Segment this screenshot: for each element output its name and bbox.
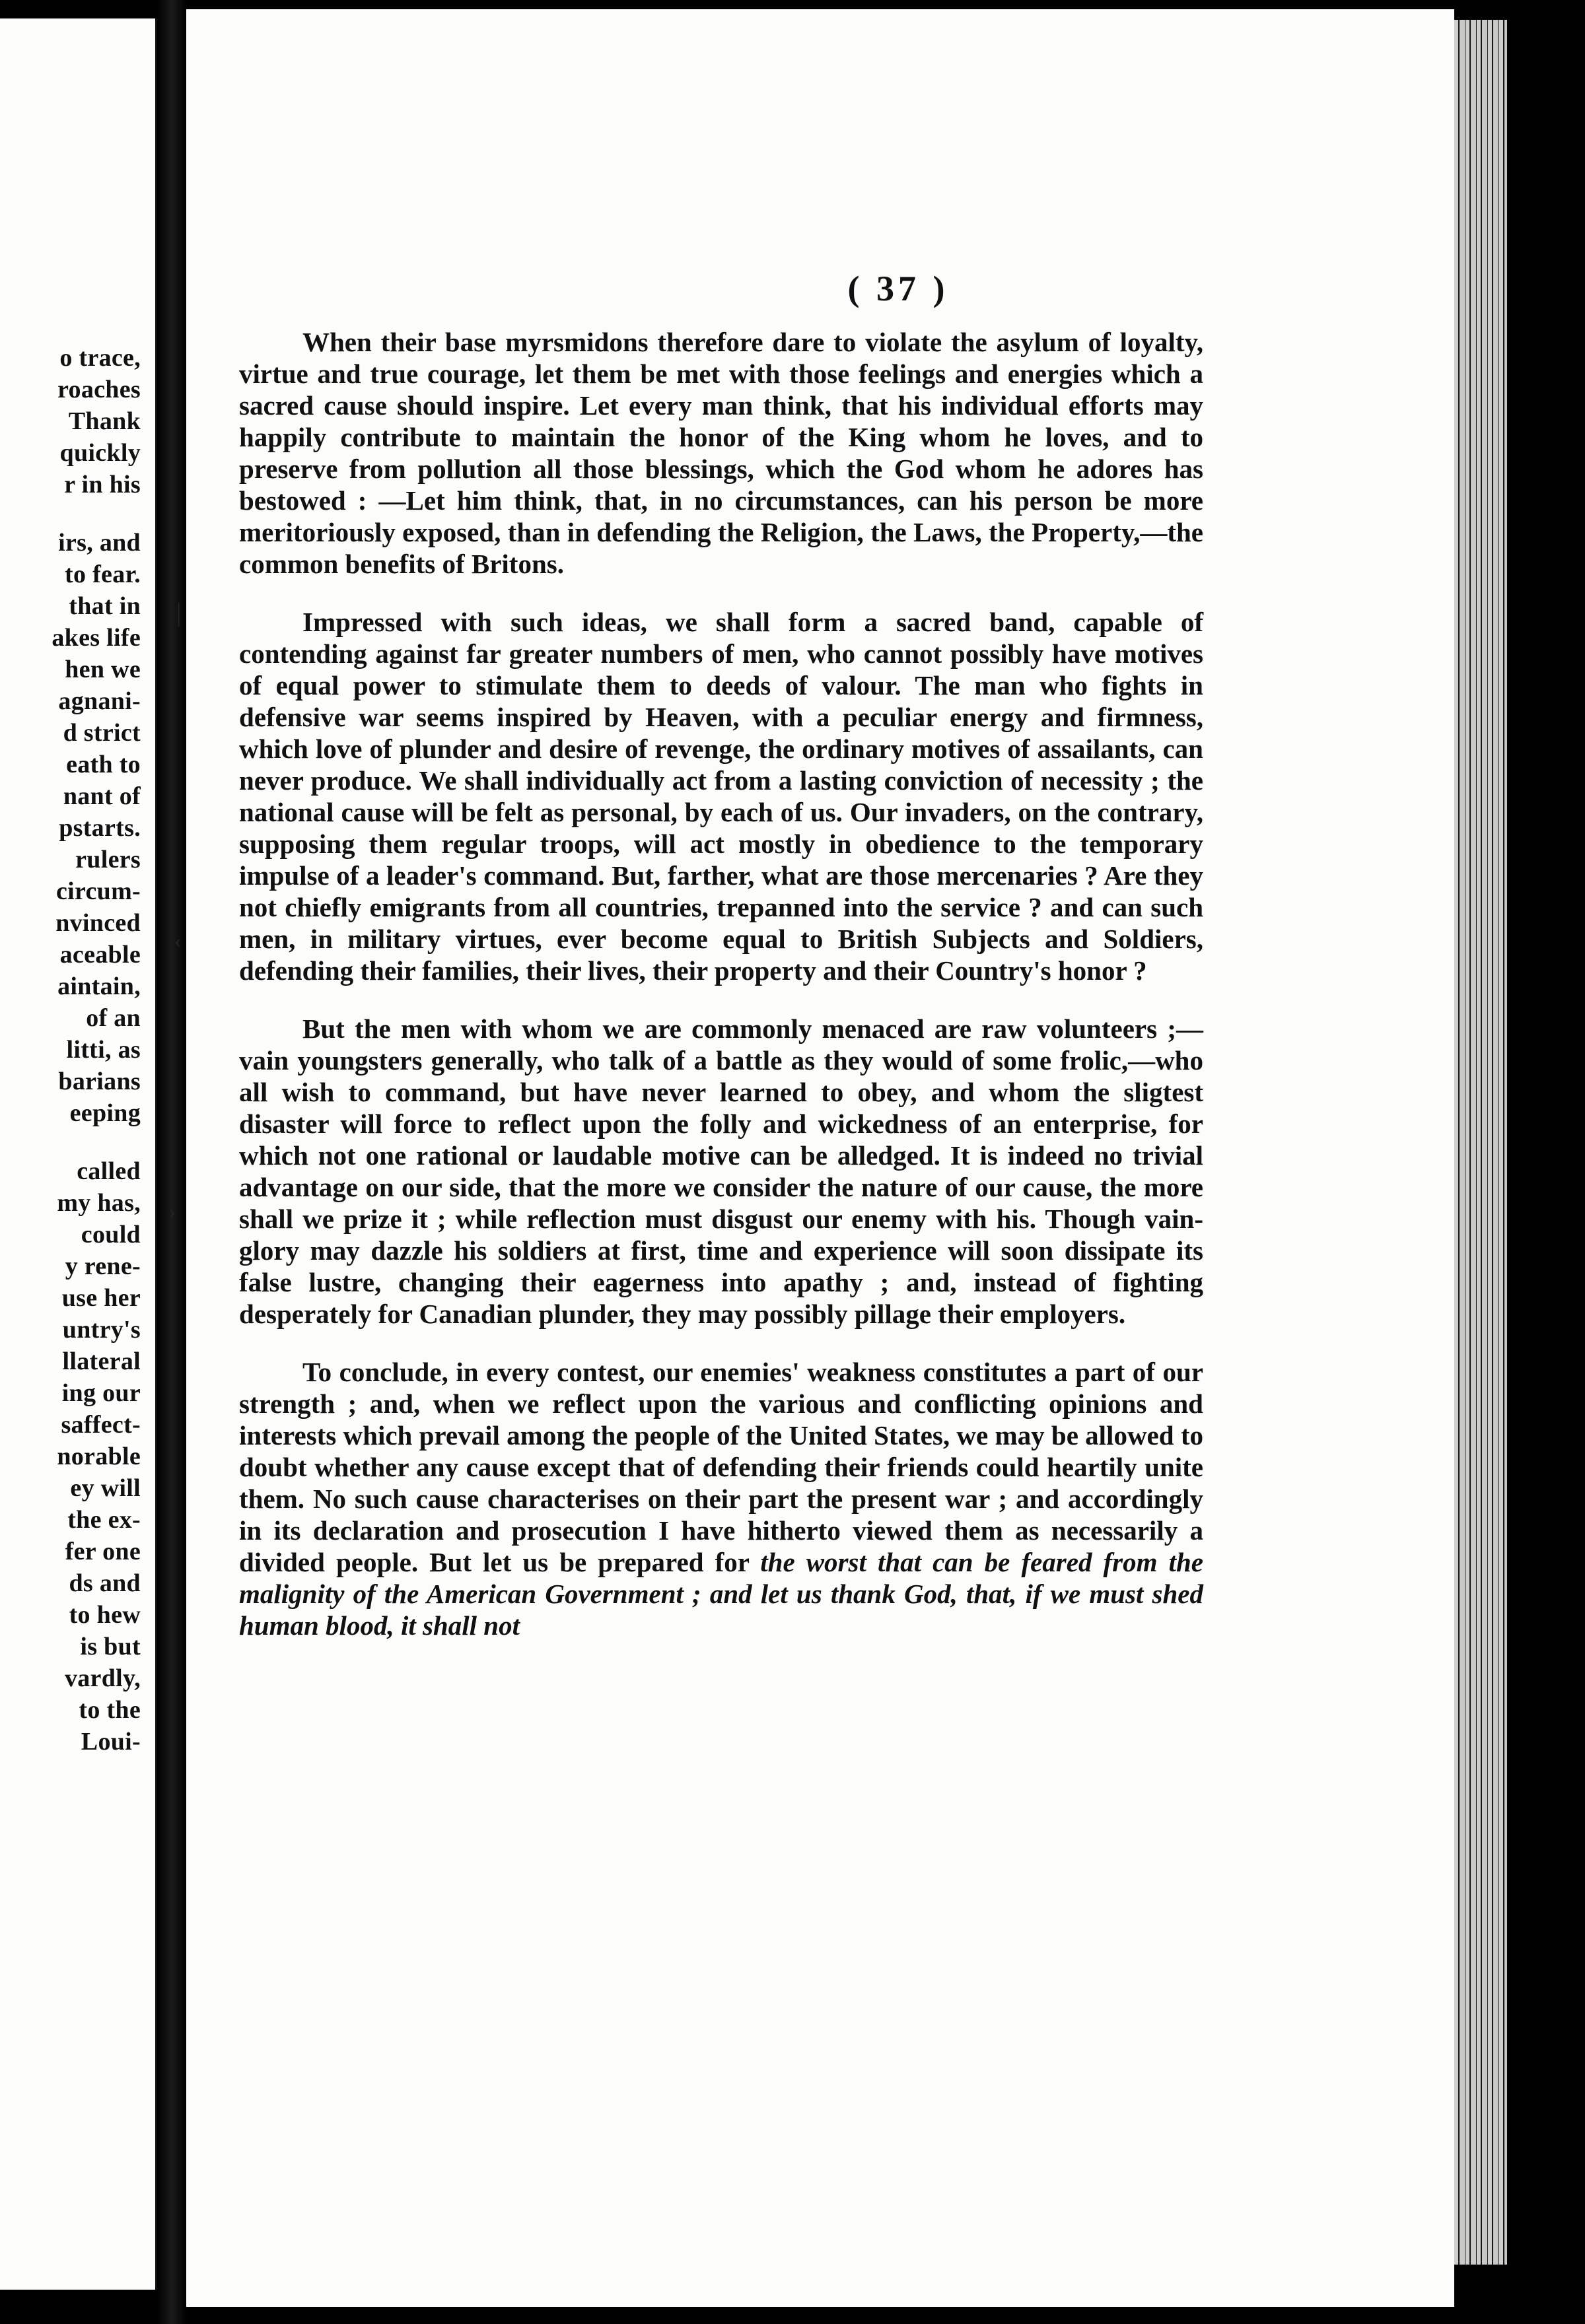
left-page-line: llateral: [62, 1348, 141, 1375]
left-page-line: akes life: [52, 624, 141, 652]
left-page-line: of an: [86, 1004, 141, 1032]
left-page-line: my has,: [57, 1189, 141, 1217]
left-page-line: r in his: [64, 471, 141, 498]
left-page-line: could: [81, 1221, 141, 1248]
left-page-line: quickly: [59, 439, 141, 467]
left-page-line: vardly,: [64, 1664, 141, 1692]
left-page-line: the ex-: [67, 1506, 141, 1534]
left-page-line: aceable: [59, 941, 141, 969]
paragraph-1: When their base myrsmidons therefore dare to violate the asylum of loyalty, virtue and true courage, let them be met with those feelings and energies which a sacred cause should inspire. Let every man think, that his individual efforts may happily contribute to maintain the honor of the King whom he loves, and to preserve from pollution all those blessings, which the God whom he adores has bestowed : —Let him think, that, in no circumstances, can his person be more meritoriously exposed, than in defending the Religion, the Laws, the Property,—the common benefits of Britons.: [239, 327, 1203, 579]
left-page-line: is but: [80, 1633, 141, 1660]
left-page-line: to hew: [69, 1601, 141, 1629]
left-page-line: norable: [57, 1443, 141, 1470]
left-page-line: untry's: [62, 1316, 141, 1344]
left-page-line: to fear.: [65, 561, 141, 588]
left-page-line: Thank: [68, 407, 141, 435]
margin-mark: ›: [169, 1201, 176, 1223]
paragraph-3: But the men with whom we are commonly menaced are raw volunteers ;—vain youngsters generally, who talk of a battle as they would of some frolic,—who all wish to command, but have never learned to obey, and whom the sligtest disaster will force to reflect upon the folly and wickedness of an enterprise, for which not one rational or laudable motive can be alledged. It is indeed no trivial advantage on our side, that the more we consider the nature of our cause, the more shall we prize it ; while reflection must disgust our enemy with his. Though vain-glory may dazzle his soldiers at first, time and experience will soon dissipate its false lustre, changing their eagerness into apathy ; and, instead of fighting desperately for Canadian plunder, they may possibly pillage their employers.: [239, 1013, 1203, 1329]
left-page-line: Loui-: [81, 1728, 141, 1756]
left-page-line: d strict: [63, 719, 141, 747]
left-page-line: rulers: [75, 846, 141, 873]
left-page-line: ds and: [69, 1569, 141, 1597]
left-page-line: saffect-: [61, 1411, 141, 1439]
left-page-line: agnani-: [58, 687, 141, 715]
paragraph-4-text: To conclude, in every contest, our enemies' weakness constitutes a part of our strength ; and, when we reflect upon the various and conflicting opinions and interests which prevail among the people of the United States, we may be allowed to doubt whether any cause except that of defending their friends could heartily unite them. No such cause characterises on their part the present war ; and accordingly in its declaration and prosecution I have hitherto viewed them as necessarily a divided people. But let us be prepared for: [239, 1357, 1203, 1577]
left-page-line: nant of: [63, 782, 141, 810]
body-text: [239, 326, 1203, 1641]
left-page-line: hen we: [65, 656, 141, 683]
left-page-line: ing our: [61, 1379, 141, 1407]
document-page: [169, 9, 1454, 2307]
left-page-line: nvinced: [55, 909, 141, 937]
left-page-line: litti, as: [66, 1036, 141, 1064]
left-page-line: pstarts.: [59, 814, 141, 842]
left-page-line: aintain,: [57, 973, 141, 1000]
margin-mark: │: [172, 603, 186, 625]
previous-page-fragment: [0, 18, 159, 2290]
left-page-line: irs, and: [58, 529, 141, 557]
left-page-line: use her: [61, 1284, 141, 1312]
left-page-line: called: [77, 1157, 141, 1185]
paragraph-4-italic: the worst that can be feared from the malignity of the American Government ; and let us thank God, that, if we must shed human blood, it shall not: [239, 1547, 1203, 1641]
left-page-line: y rene-: [65, 1252, 141, 1280]
left-page-line: o trace,: [59, 344, 141, 372]
margin-mark: ‹: [174, 930, 181, 952]
left-page-line: to the: [79, 1696, 141, 1724]
left-page-line: that in: [69, 592, 141, 620]
book-binding-gutter: [157, 0, 186, 2324]
paragraph-2: Impressed with such ideas, we shall form a sacred band, capable of contending against far greater numbers of men, who cannot possibly have motives of equal power to stimulate them to deeds of valour. The man who fights in defensive war seems inspired by Heaven, with a peculiar energy and firmness, which love of plunder and desire of revenge, the ordinary motives of assailants, can never produce. We shall individually act from a lasting conviction of necessity ; the national cause will be felt as personal, by each of us. Our invaders, on the contrary, supposing them regular troops, will act mostly in obedience to the temporary impulse of a leader's command. But, farther, what are those mercenaries ? Are they not chiefly emigrants from all countries, trepanned into the service ? and can such men, in military virtues, ever become equal to British Subjects and Soldiers, defending their families, their lives, their property and their Country's honor ?: [239, 607, 1203, 986]
paragraph-4: [239, 1356, 1203, 1641]
left-page-line: ey will: [70, 1474, 141, 1502]
page-number: ( 37 ): [847, 269, 949, 308]
left-page-line: fer one: [65, 1538, 141, 1565]
left-page-line: eath to: [66, 751, 141, 778]
left-page-line: roaches: [57, 376, 141, 403]
left-page-line: barians: [58, 1068, 141, 1095]
left-page-line: circum-: [55, 877, 141, 905]
left-page-line: eeping: [69, 1099, 141, 1127]
page-edge-deckle: [1454, 20, 1507, 2265]
